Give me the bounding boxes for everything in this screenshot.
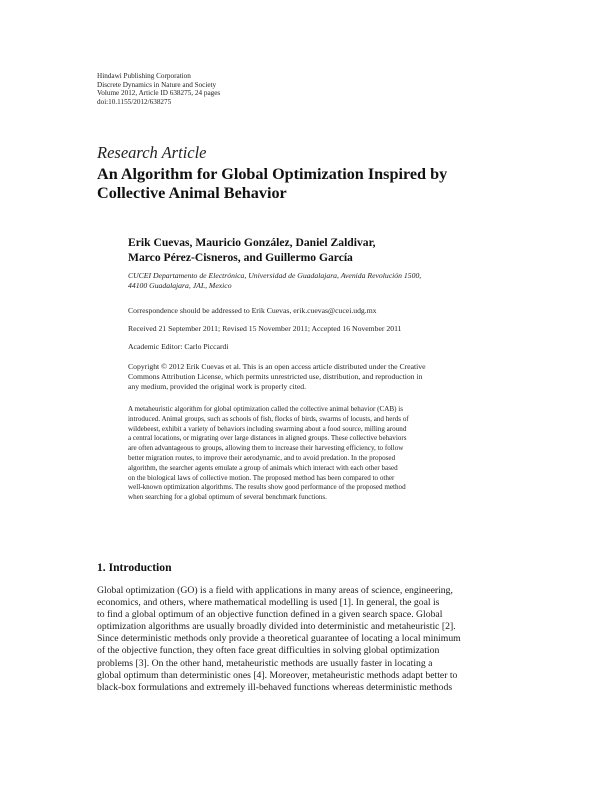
title-line: Collective Animal Behavior — [97, 184, 287, 202]
author-line: Erik Cuevas, Mauricio González, Daniel Zaldivar, — [128, 236, 376, 249]
body-line: of the objective function, they often face great difficulties in solving global optimization — [97, 645, 440, 657]
introduction-text — [97, 585, 504, 694]
article-type: Research Article — [97, 143, 207, 162]
article-title — [97, 165, 517, 203]
copyright-line: Copyright © 2012 Erik Cuevas et al. This is an open access article distributed under the Creative — [128, 362, 426, 371]
section-heading: 1. Introduction — [97, 561, 172, 574]
body-line: economics, and others, where mathematical modelling is used [1]. In general, the goal is — [97, 597, 440, 609]
abstract-line: are often advantageous to groups, allowing them to increase their harvesting efficiency, to follow — [128, 444, 404, 453]
abstract-line: wildebeest, exhibit a variety of behaviors including swarming about a food source, milling around — [128, 424, 407, 433]
doi-line: doi:10.1155/2012/638275 — [97, 97, 172, 106]
body-line: black-box formulations and extremely ill-behaved functions whereas deterministic methods — [97, 681, 453, 693]
body-line: problems [3]. On the other hand, metaheuristic methods are usually faster in locating a — [97, 657, 433, 669]
copyright-line: Commons Attribution License, which permits unrestricted use, distribution, and reproduction in — [128, 372, 423, 382]
dates: Received 21 September 2011; Revised 15 November 2011; Accepted 16 November 2011 — [128, 324, 402, 333]
affiliation — [128, 271, 421, 291]
journal-header — [97, 72, 220, 106]
journal-header-line: Hindawi Publishing Corporation — [97, 72, 191, 80]
abstract — [128, 405, 504, 503]
abstract-line: algorithm, the searcher agents emulate a group of animals which interact with each other based — [128, 463, 398, 472]
body-line: optimization algorithms are usually broadly divided into deterministic and metaheuristic [2]. — [97, 621, 456, 633]
title-line: An Algorithm for Global Optimization Inspired by — [97, 165, 448, 183]
affiliation-line: 44100 Guadalajara, JAL, Mexico — [128, 281, 232, 291]
copyright-notice — [128, 362, 504, 393]
abstract-line: when searching for a global optimum of several benchmark functions. — [128, 493, 327, 502]
abstract-line: on the biological laws of collective motion. The proposed method has been compared to other — [128, 473, 395, 482]
author-line: Marco Pérez-Cisneros, and Guillermo García — [128, 251, 353, 264]
abstract-line: A metaheuristic algorithm for global optimization called the collective animal behavior (CAB) is — [128, 405, 404, 413]
abstract-line: better migration routes, to improve their aerodynamic, and to avoid predation. In the proposed — [128, 453, 396, 462]
body-line: Since deterministic methods only provide a theoretical guarantee of locating a local minimum — [97, 633, 461, 645]
copyright-line: any medium, provided the original work is properly cited. — [128, 382, 307, 392]
affiliation-line: CUCEI Departamento de Electrónica, Universidad de Guadalajara, Avenida Revolución 1500, — [128, 271, 422, 280]
abstract-line: a central locations, or migrating over large distances in aligned groups. These collective behaviors — [128, 434, 407, 443]
abstract-line: well-known optimization algorithms. The results show good performance of the proposed method — [128, 483, 406, 492]
body-line: global optimum than deterministic ones [4]. Moreover, metaheuristic methods adapt better to — [97, 669, 458, 681]
correspondence: Correspondence should be addressed to Erik Cuevas, erik.cuevas@cucei.udg.mx — [128, 306, 377, 315]
academic-editor: Academic Editor: Carlo Piccardi — [128, 342, 229, 351]
body-line: Global optimization (GO) is a field with applications in many areas of science, engineering, — [97, 585, 453, 596]
journal-header-line: Discrete Dynamics in Nature and Society — [97, 80, 217, 89]
journal-header-line: Volume 2012, Article ID 638275, 24 pages — [97, 89, 221, 98]
author-list — [128, 235, 376, 265]
abstract-line: introduced. Animal groups, such as schools of fish, flocks of birds, swarms of locusts, and herds of — [128, 414, 409, 423]
body-line: to find a global optimum of an objective function defined in a given search space. Global — [97, 609, 443, 621]
